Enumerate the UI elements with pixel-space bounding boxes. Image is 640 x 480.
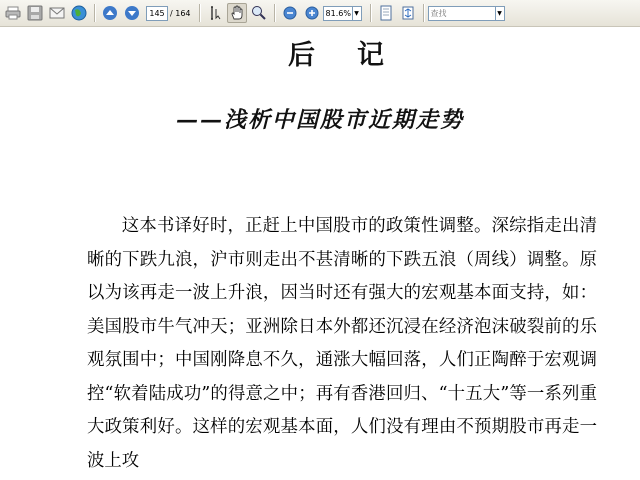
print-icon[interactable] (3, 3, 23, 23)
toolbar-separator (274, 4, 275, 22)
email-icon[interactable] (47, 3, 67, 23)
hand-tool-icon[interactable] (227, 3, 247, 23)
zoom-in-icon[interactable] (302, 3, 322, 23)
zoom-dropdown-icon[interactable]: ▼ (353, 6, 362, 21)
search-dropdown-icon[interactable]: ▼ (496, 6, 505, 21)
page-number-input[interactable] (146, 6, 168, 21)
body-text (87, 210, 597, 478)
zoom-out-icon[interactable] (280, 3, 300, 23)
single-page-icon[interactable] (376, 3, 396, 23)
text-select-icon[interactable] (205, 3, 225, 23)
body-paragraph: 这本书译好时，正赶上中国股市的政策性调整。深综指走出清晰的下跌九浪，沪市则走出不甚清晰的下跌五浪（周线）调整。原以为该再走一波上升浪，因当时还有强大的宏观基本面支持，如：美国股市牛气冲天；亚洲除日本外都还沉浸在经济泡沫破裂前的乐观氛围中；中国刚降息不久，通涨大幅回落，人们正陶醉于宏观调控“软着陆成功”的得意之中；再有香港回归、“十五大”等一系列重大政策利好。这样的宏观基本面，人们没有理由不预期股市再走一波上攻 (87, 216, 597, 471)
next-page-icon[interactable] (122, 3, 142, 23)
title-left-char: 后 (288, 40, 323, 71)
zoom-level-field[interactable]: 81.6% (323, 6, 353, 21)
toolbar-separator (94, 4, 95, 22)
toolbar-separator (199, 4, 200, 22)
save-icon[interactable] (25, 3, 45, 23)
title-right-char: 记 (357, 40, 392, 71)
document-page (0, 27, 640, 480)
page-total-label: / 164 (170, 8, 191, 18)
page-subtitle: ——浅析中国股市近期走势 (176, 107, 465, 133)
prev-page-icon[interactable] (100, 3, 120, 23)
zoom-tool-icon[interactable] (249, 3, 269, 23)
fit-page-icon[interactable] (398, 3, 418, 23)
toolbar-separator (423, 4, 424, 22)
page-title (0, 33, 640, 72)
toolbar-separator (370, 4, 371, 22)
search-input[interactable] (428, 6, 496, 21)
globe-icon[interactable] (69, 3, 89, 23)
toolbar (0, 0, 640, 27)
